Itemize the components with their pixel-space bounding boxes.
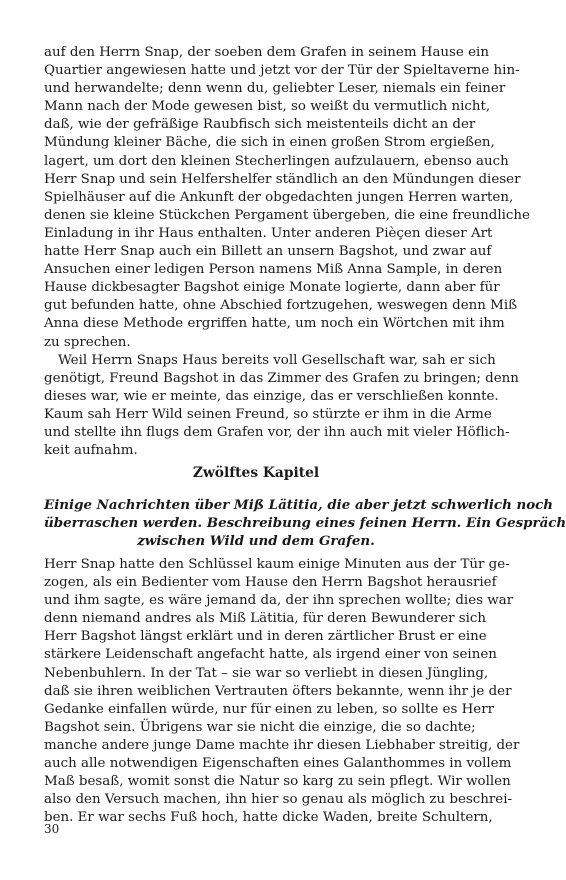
text-line: stärkere Leidenschaft angefacht hatte, als irgend einer von seinen xyxy=(44,647,497,663)
text-line: Herr Snap hatte den Schlüssel kaum einige Minuten aus der Tür ge- xyxy=(44,557,510,572)
chapter-summary xyxy=(44,496,566,550)
text-line: daß, wie der gefräßige Raubfisch sich meistenteils dicht an der xyxy=(44,117,476,133)
chapter-title: Zwölftes Kapitel xyxy=(192,465,320,481)
text-line: Mann nach der Mode gewesen bist, so weißt du vermutlich nicht, xyxy=(44,99,491,115)
text-line: Spielhäuser auf die Ankunft der obgedachten jungen Herren warten, xyxy=(44,189,514,205)
text-line: gut befunden hatte, ohne Abschied fortzugehen, weswegen denn Miß xyxy=(44,298,518,314)
text-line: genötigt, Freund Bagshot in das Zimmer des Grafen zu bringen; denn xyxy=(44,370,519,386)
chapter-text xyxy=(44,556,520,827)
text-line: keit aufnahm. xyxy=(44,443,138,459)
text-line: ben. Er war sechs Fuß hoch, hatte dicke Waden, breite Schultern, xyxy=(44,810,493,826)
text-line: Herr Bagshot längst erklärt und in deren zärtlicher Brust er eine xyxy=(44,629,487,645)
text-line: Quartier angewiesen hatte und jetzt vor der Tür der Spieltaverne hin- xyxy=(44,63,520,79)
text-line: auf den Herrn Snap, der soeben dem Grafen in seinem Hause ein xyxy=(44,45,489,60)
text-line: denn niemand andres als Miß Lätitia, für deren Bewunderer sich xyxy=(44,611,487,627)
text-line: Maß besaß, womit sonst die Natur so karg zu sein pflegt. Wir wollen xyxy=(44,774,511,790)
text-line: und ihm sagte, es wäre jemand da, der ihn sprechen wollte; dies war xyxy=(44,593,514,609)
text-line: Ansuchen einer ledigen Person namens Miß Anna Sample, in deren xyxy=(44,262,503,278)
text-line: Anna diese Methode ergriffen hatte, um noch ein Wörtchen mit ihm xyxy=(44,316,505,332)
text-line: Mündung kleiner Bäche, die sich in einen großen Strom ergießen, xyxy=(44,135,495,151)
summary-line: zwischen Wild und dem Grafen. xyxy=(137,533,375,550)
text-line: Gedanke einfallen würde, nur für einen zu leben, so sollte es Herr xyxy=(44,701,494,717)
text-line: zogen, als ein Bedienter vom Hause den Herrn Bagshot herausrief xyxy=(44,575,497,591)
text-line: und herwandelte; denn wenn du, geliebter Leser, niemals ein feiner xyxy=(44,81,506,97)
text-line: Bagshot sein. Übrigens war sie nicht die einzige, die so dachte; xyxy=(44,719,476,735)
text-line: lagert, um dort den kleinen Stecherlingen aufzulauern, ebenso auch xyxy=(44,153,509,169)
text-line: zu sprechen. xyxy=(44,334,131,350)
text-line: Herr Snap und sein Helfershelfer ständlich an den Mündungen dieser xyxy=(44,171,521,187)
text-line: dieses war, wie er meinte, das einzige, das er verschließen konnte. xyxy=(44,388,499,404)
text-line: manche andere junge Dame machte ihr diesen Liebhaber streitig, der xyxy=(44,737,520,753)
text-line: daß sie ihren weiblichen Vertrauten öfters bekannte, wenn ihr je der xyxy=(44,683,512,699)
text-line: Kaum sah Herr Wild seinen Freund, so stürzte er ihm in die Arme xyxy=(44,406,492,422)
text-line: und stellte ihn flugs dem Grafen vor, der ihn auch mit vieler Höflich- xyxy=(44,424,510,440)
page-number: 30 xyxy=(44,822,60,836)
summary-line: überraschen werden. Beschreibung eines feinen Herrn. Ein Gespräch xyxy=(44,515,566,532)
text-line: Einladung in ihr Haus enthalten. Unter anderen Pièçen dieser Art xyxy=(44,225,493,241)
text-line: Weil Herrn Snaps Haus bereits voll Gesellschaft war, sah er sich xyxy=(58,352,496,368)
text-line: also den Versuch machen, ihn hier so genau als möglich zu beschrei- xyxy=(44,792,513,808)
text-line: Nebenbuhlern. In der Tat – sie war so verliebt in diesen Jüngling, xyxy=(44,665,489,681)
text-line: Hause dickbesagter Bagshot einige Monate logierte, dann aber für xyxy=(44,280,500,296)
text-line: denen sie kleine Stückchen Pergament übergeben, die eine freundliche xyxy=(44,207,530,223)
summary-line: Einige Nachrichten über Miß Lätitia, die aber jetzt schwerlich noch xyxy=(44,497,554,513)
paragraph-block xyxy=(44,44,530,460)
text-line: auch alle notwendigen Eigenschaften eines Galanthommes in vollem xyxy=(44,756,512,772)
text-line: hatte Herr Snap auch ein Billett an unsern Bagshot, und zwar auf xyxy=(44,244,492,260)
